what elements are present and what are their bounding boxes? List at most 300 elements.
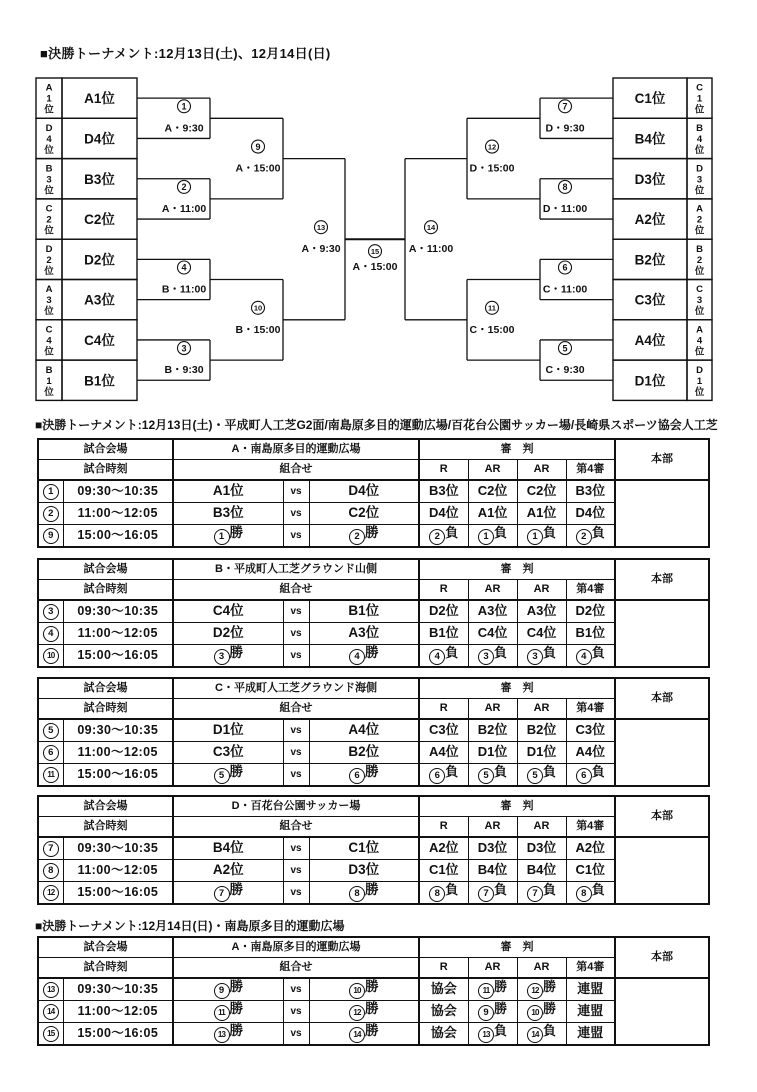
vs-label: vs	[283, 1001, 309, 1023]
referee-col-ar1: AR	[468, 699, 517, 720]
referee-fourth: 4 負	[566, 645, 615, 668]
seed-group-char: B	[45, 163, 53, 175]
seed-group-char: B	[696, 243, 703, 255]
seed-group-char: C	[45, 203, 53, 215]
vs-label: vs	[283, 742, 309, 764]
bracket-match-label	[409, 221, 454, 256]
circled-number: 13	[214, 1027, 230, 1043]
team-label: D1位	[634, 373, 666, 389]
seed-group-char: D	[696, 364, 703, 376]
time-header-label: 試合時刻	[38, 699, 173, 720]
pairing-header-label: 組合せ	[173, 699, 419, 720]
referee-fourth: D2位	[566, 600, 615, 623]
seed-group-char: 4	[696, 133, 703, 145]
referee-fourth: 連盟	[566, 1023, 615, 1046]
team-label: A4位	[634, 332, 666, 348]
team-label: C3位	[634, 292, 666, 308]
vs-label: vs	[283, 719, 309, 742]
referee-fourth: 連盟	[566, 978, 615, 1001]
match-row	[38, 764, 709, 787]
referee-r: 協会	[419, 978, 468, 1001]
hq-header-label: 本部	[615, 937, 709, 978]
seed-group-char: B	[696, 122, 703, 134]
seed-group-char: 位	[44, 265, 54, 277]
referee-ar1: A1位	[468, 503, 517, 525]
match-venue-time: B・15:00	[235, 323, 281, 336]
match-time: 15:00〜16:05	[63, 882, 173, 905]
away-team: 8 勝	[309, 882, 419, 905]
referee-ar2: 14 負	[517, 1023, 566, 1046]
match-number	[38, 1001, 63, 1023]
vs-label: vs	[283, 600, 309, 623]
referee-ar2: A3位	[517, 600, 566, 623]
circled-number: 14	[43, 1004, 59, 1020]
away-team: D4位	[309, 480, 419, 503]
bracket-match-label	[162, 180, 207, 215]
bracket-seed-row-right	[613, 360, 712, 400]
match-number	[38, 645, 63, 668]
seed-group-char: A	[45, 82, 53, 94]
referee-ar1: A3位	[468, 600, 517, 623]
circled-number: 13	[478, 1027, 494, 1043]
match-time: 09:30〜10:35	[63, 837, 173, 860]
referee-fourth: 8 負	[566, 882, 615, 905]
team-label: C1位	[634, 91, 666, 107]
referee-ar1: C2位	[468, 480, 517, 503]
seed-group-char: 位	[694, 185, 705, 197]
referee-r: 8 負	[419, 882, 468, 905]
home-team: 11 勝	[173, 1001, 283, 1023]
referee-fourth: A2位	[566, 837, 615, 860]
pairing-header-label: 組合せ	[173, 460, 419, 481]
bracket-seed-row-left	[36, 320, 137, 360]
bracket-seed-row-right	[613, 239, 712, 279]
schedule-table-2	[37, 558, 710, 668]
vs-label: vs	[283, 623, 309, 645]
hq-header-label: 本部	[615, 796, 709, 837]
bracket-seed-row-left	[36, 78, 137, 118]
seed-group-char: 1	[46, 93, 52, 105]
referee-col-ar2: AR	[517, 958, 566, 979]
bracket-seed-row-left	[36, 199, 137, 239]
pairing-header-label: 組合せ	[173, 580, 419, 601]
match-number	[38, 623, 63, 645]
bracket-match-label	[470, 301, 515, 336]
referee-ar2: 7 負	[517, 882, 566, 905]
seed-group-char: B	[45, 364, 53, 376]
circled-number: 4	[429, 649, 445, 665]
away-team: B2位	[309, 742, 419, 764]
vs-label: vs	[283, 503, 309, 525]
match-time: 11:00〜12:05	[63, 623, 173, 645]
match-row	[38, 600, 709, 623]
match-row	[38, 860, 709, 882]
seed-group-char: 位	[694, 144, 705, 156]
vs-label: vs	[283, 480, 309, 503]
bracket-seed-row-right	[613, 280, 712, 320]
seed-group-char: D	[45, 243, 53, 255]
circled-number: 7	[527, 886, 543, 902]
bracket-match-label	[236, 140, 281, 175]
referee-r: D2位	[419, 600, 468, 623]
away-team: C1位	[309, 837, 419, 860]
match-time: 09:30〜10:35	[63, 719, 173, 742]
seed-group-char: 1	[696, 375, 703, 387]
referee-header-label: 審 判	[419, 439, 615, 460]
bracket-seed-row-left	[36, 118, 137, 158]
vs-label: vs	[283, 525, 309, 548]
match-number: 10	[253, 303, 263, 313]
home-team: 13 勝	[173, 1023, 283, 1046]
seed-group-char: 位	[44, 104, 54, 116]
circled-number: 8	[576, 886, 592, 902]
referee-col-ar1: AR	[468, 460, 517, 481]
referee-ar2: 5 負	[517, 764, 566, 787]
seed-group-char: 位	[694, 306, 705, 318]
home-team: D1位	[173, 719, 283, 742]
circled-number: 2	[349, 529, 365, 545]
vs-label: vs	[283, 978, 309, 1001]
circled-number: 1	[478, 529, 494, 545]
team-label: B1位	[84, 373, 115, 389]
table-header-row-2	[38, 817, 709, 838]
venue-name: B・平成町人工芝グラウンド山側	[173, 559, 419, 580]
referee-ar2: 3 負	[517, 645, 566, 668]
home-team: C3位	[173, 742, 283, 764]
hq-cell	[615, 480, 709, 547]
match-number: 9	[255, 141, 261, 152]
circled-number: 1	[214, 529, 230, 545]
home-team: A2位	[173, 860, 283, 882]
seed-group-char: A	[45, 284, 53, 296]
time-header-label: 試合時刻	[38, 460, 173, 481]
bracket-seed-row-right	[613, 320, 712, 360]
bracket-connectors	[137, 98, 613, 380]
seed-group-char: 2	[46, 214, 52, 226]
referee-col-r: R	[419, 958, 468, 979]
circled-number: 12	[349, 1005, 365, 1021]
circled-number: 1	[43, 484, 59, 500]
referee-ar1: C4位	[468, 623, 517, 645]
circled-number: 2	[43, 506, 59, 522]
match-venue-time: B・11:00	[161, 283, 207, 296]
referee-header-label: 審 判	[419, 937, 615, 958]
away-team: B1位	[309, 600, 419, 623]
schedule-table-4	[37, 795, 710, 905]
referee-ar2: B2位	[517, 719, 566, 742]
referee-ar1: B4位	[468, 860, 517, 882]
referee-col-ar1: AR	[468, 817, 517, 838]
referee-col-ar2: AR	[517, 817, 566, 838]
referee-r: D4位	[419, 503, 468, 525]
bracket-seed-row-left	[36, 159, 137, 199]
match-number	[38, 860, 63, 882]
seed-group-char: 1	[696, 93, 703, 105]
referee-fourth: 6 負	[566, 764, 615, 787]
venue-name: C・平成町人工芝グラウンド海側	[173, 678, 419, 699]
seed-group-char: A	[696, 324, 703, 336]
referee-ar2: D1位	[517, 742, 566, 764]
match-number	[38, 978, 63, 1001]
referee-fourth: D4位	[566, 503, 615, 525]
referee-col-ar1: AR	[468, 958, 517, 979]
referee-r: 協会	[419, 1023, 468, 1046]
team-label: A3位	[84, 292, 115, 308]
bracket-match-label	[353, 245, 398, 274]
referee-fourth: C3位	[566, 719, 615, 742]
bracket-seed-row-right	[613, 199, 712, 239]
match-number	[38, 600, 63, 623]
away-team: A3位	[309, 623, 419, 645]
seed-group-char: C	[45, 324, 53, 336]
match-number: 8	[562, 182, 568, 193]
bracket-seed-row-left	[36, 360, 137, 400]
bracket-seed-row-left	[36, 239, 137, 279]
home-team: 1 勝	[173, 525, 283, 548]
away-team: 6 勝	[309, 764, 419, 787]
seed-group-char: 3	[46, 295, 52, 307]
referee-col-ar2: AR	[517, 699, 566, 720]
hq-cell	[615, 978, 709, 1045]
referee-r: B1位	[419, 623, 468, 645]
home-team: 5 勝	[173, 764, 283, 787]
table-header-row-2	[38, 460, 709, 481]
circled-number: 5	[43, 723, 59, 739]
circled-number: 9	[214, 983, 230, 999]
circled-number: 8	[429, 886, 445, 902]
table-header-row-2	[38, 958, 709, 979]
match-number	[38, 1023, 63, 1046]
time-header-label: 試合時刻	[38, 958, 173, 979]
referee-ar1: B2位	[468, 719, 517, 742]
circled-number: 15	[43, 1026, 59, 1042]
circled-number: 2	[576, 529, 592, 545]
match-time: 09:30〜10:35	[63, 480, 173, 503]
match-time: 11:00〜12:05	[63, 742, 173, 764]
referee-ar2: C2位	[517, 480, 566, 503]
venue-name: A・南島原多目的運動広場	[173, 937, 419, 958]
match-number: 5	[562, 343, 568, 354]
match-venue-time: A・9:30	[301, 243, 341, 256]
match-venue-time: D・11:00	[542, 202, 588, 215]
circled-number: 14	[527, 1027, 543, 1043]
referee-col-r: R	[419, 580, 468, 601]
circled-number: 7	[214, 886, 230, 902]
away-team: D3位	[309, 860, 419, 882]
team-label: B2位	[634, 252, 666, 268]
referee-r: C3位	[419, 719, 468, 742]
match-venue-time: D・9:30	[545, 122, 585, 135]
circled-number: 6	[576, 768, 592, 784]
match-number: 11	[488, 303, 496, 313]
seed-group-char: D	[45, 122, 53, 134]
venue-name: A・南島原多目的運動広場	[173, 439, 419, 460]
match-row	[38, 837, 709, 860]
circled-number: 8	[43, 863, 59, 879]
match-time: 15:00〜16:05	[63, 645, 173, 668]
match-row	[38, 1001, 709, 1023]
circled-number: 3	[478, 649, 494, 665]
referee-r: 4 負	[419, 645, 468, 668]
time-header-label: 試合時刻	[38, 580, 173, 601]
circled-number: 7	[478, 886, 494, 902]
referee-ar2: 1 負	[517, 525, 566, 548]
team-label: B4位	[634, 131, 666, 147]
vs-label: vs	[283, 860, 309, 882]
match-venue-time: B・9:30	[164, 364, 204, 377]
seed-group-char: 位	[694, 265, 705, 277]
match-row	[38, 978, 709, 1001]
bracket-match-label	[164, 342, 203, 377]
away-team: A4位	[309, 719, 419, 742]
away-team: 10 勝	[309, 978, 419, 1001]
referee-ar2: 10 勝	[517, 1001, 566, 1023]
referee-col-ar1: AR	[468, 580, 517, 601]
seed-group-char: 位	[44, 225, 54, 237]
vs-label: vs	[283, 882, 309, 905]
seed-group-char: 4	[696, 335, 703, 347]
bracket-match-label	[545, 342, 584, 377]
table-header-row-1	[38, 796, 709, 817]
circled-number: 9	[43, 528, 59, 544]
match-number	[38, 837, 63, 860]
away-team: 4 勝	[309, 645, 419, 668]
match-venue-time: A・15:00	[352, 261, 398, 274]
home-team: B3位	[173, 503, 283, 525]
referee-r: A4位	[419, 742, 468, 764]
match-number	[38, 742, 63, 764]
bracket-seed-row-right	[613, 118, 712, 158]
circled-number: 12	[43, 885, 59, 901]
referee-ar1: 13 負	[468, 1023, 517, 1046]
bracket-seed-row-right	[613, 159, 712, 199]
seed-group-char: C	[696, 284, 703, 296]
pairing-header-label: 組合せ	[173, 958, 419, 979]
match-venue-time: A・11:00	[408, 243, 454, 256]
home-team: 3 勝	[173, 645, 283, 668]
seed-group-char: 位	[694, 104, 705, 116]
circled-number: 7	[43, 841, 59, 857]
referee-fourth: B1位	[566, 623, 615, 645]
match-venue-time: C・15:00	[469, 323, 515, 336]
team-label: A1位	[84, 91, 115, 107]
match-number	[38, 764, 63, 787]
match-number: 15	[370, 246, 380, 256]
hq-cell	[615, 719, 709, 786]
referee-ar1: 1 負	[468, 525, 517, 548]
venue-name: D・百花台公園サッカー場	[173, 796, 419, 817]
referee-header-label: 審 判	[419, 678, 615, 699]
seed-group-char: 位	[44, 386, 54, 398]
circled-number: 8	[349, 886, 365, 902]
referee-header-label: 審 判	[419, 796, 615, 817]
away-team: 2 勝	[309, 525, 419, 548]
match-venue-time: C・9:30	[545, 364, 585, 377]
venue-header-label: 試合会場	[38, 439, 173, 460]
match-time: 15:00〜16:05	[63, 525, 173, 548]
referee-ar1: D1位	[468, 742, 517, 764]
home-team: 9 勝	[173, 978, 283, 1001]
seed-group-char: 1	[46, 375, 52, 387]
circled-number: 14	[349, 1027, 365, 1043]
match-number: 6	[562, 262, 568, 273]
circled-number: 11	[43, 767, 59, 783]
match-row	[38, 525, 709, 548]
seed-group-char: 3	[696, 174, 703, 186]
seed-group-char: 4	[46, 133, 52, 145]
circled-number: 5	[527, 768, 543, 784]
circled-number: 6	[43, 745, 59, 761]
vs-label: vs	[283, 837, 309, 860]
team-label: B3位	[84, 171, 115, 187]
page-title: ■決勝トーナメント:12月13日(土)、12月14日(日)	[40, 46, 331, 61]
referee-ar2: A1位	[517, 503, 566, 525]
venue-header-label: 試合会場	[38, 796, 173, 817]
team-label: C4位	[84, 332, 115, 348]
seed-group-char: 3	[696, 295, 703, 307]
table-header-row-2	[38, 580, 709, 601]
referee-r: B3位	[419, 480, 468, 503]
match-number: 14	[426, 222, 436, 232]
referee-ar1: 7 負	[468, 882, 517, 905]
hq-header-label: 本部	[615, 439, 709, 480]
seed-group-char: 位	[44, 144, 54, 156]
match-row	[38, 1023, 709, 1046]
table-header-row-2	[38, 699, 709, 720]
referee-ar2: 12 勝	[517, 978, 566, 1001]
pairing-header-label: 組合せ	[173, 817, 419, 838]
referee-r: C1位	[419, 860, 468, 882]
match-number	[38, 882, 63, 905]
circled-number: 9	[478, 1005, 494, 1021]
referee-r: 2 負	[419, 525, 468, 548]
match-time: 11:00〜12:05	[63, 1001, 173, 1023]
seed-group-char: 位	[694, 346, 705, 358]
match-time: 09:30〜10:35	[63, 600, 173, 623]
schedule-table-3	[37, 677, 710, 787]
match-time: 15:00〜16:05	[63, 1023, 173, 1046]
seed-group-char: 位	[694, 225, 705, 237]
table-header-row-1	[38, 559, 709, 580]
circled-number: 1	[527, 529, 543, 545]
match-time: 11:00〜12:05	[63, 503, 173, 525]
match-number	[38, 525, 63, 548]
match-venue-time: C・11:00	[542, 283, 588, 296]
referee-col-ar2: AR	[517, 580, 566, 601]
hq-cell	[615, 837, 709, 904]
circled-number: 13	[43, 982, 59, 998]
match-number	[38, 503, 63, 525]
match-time: 09:30〜10:35	[63, 978, 173, 1001]
vs-label: vs	[283, 764, 309, 787]
match-number: 4	[181, 262, 187, 273]
circled-number: 3	[527, 649, 543, 665]
bracket-match-label	[545, 100, 584, 135]
away-team: 12 勝	[309, 1001, 419, 1023]
home-team: 7 勝	[173, 882, 283, 905]
venue-header-label: 試合会場	[38, 937, 173, 958]
referee-ar1: 3 負	[468, 645, 517, 668]
referee-r: 6 負	[419, 764, 468, 787]
circled-number: 3	[214, 649, 230, 665]
seed-group-char: A	[696, 203, 703, 215]
circled-number: 3	[43, 604, 59, 620]
bracket-match-label	[162, 261, 207, 296]
match-venue-time: A・15:00	[235, 162, 281, 175]
circled-number: 10	[43, 648, 59, 664]
referee-col-ar2: AR	[517, 460, 566, 481]
circled-number: 11	[478, 983, 494, 999]
